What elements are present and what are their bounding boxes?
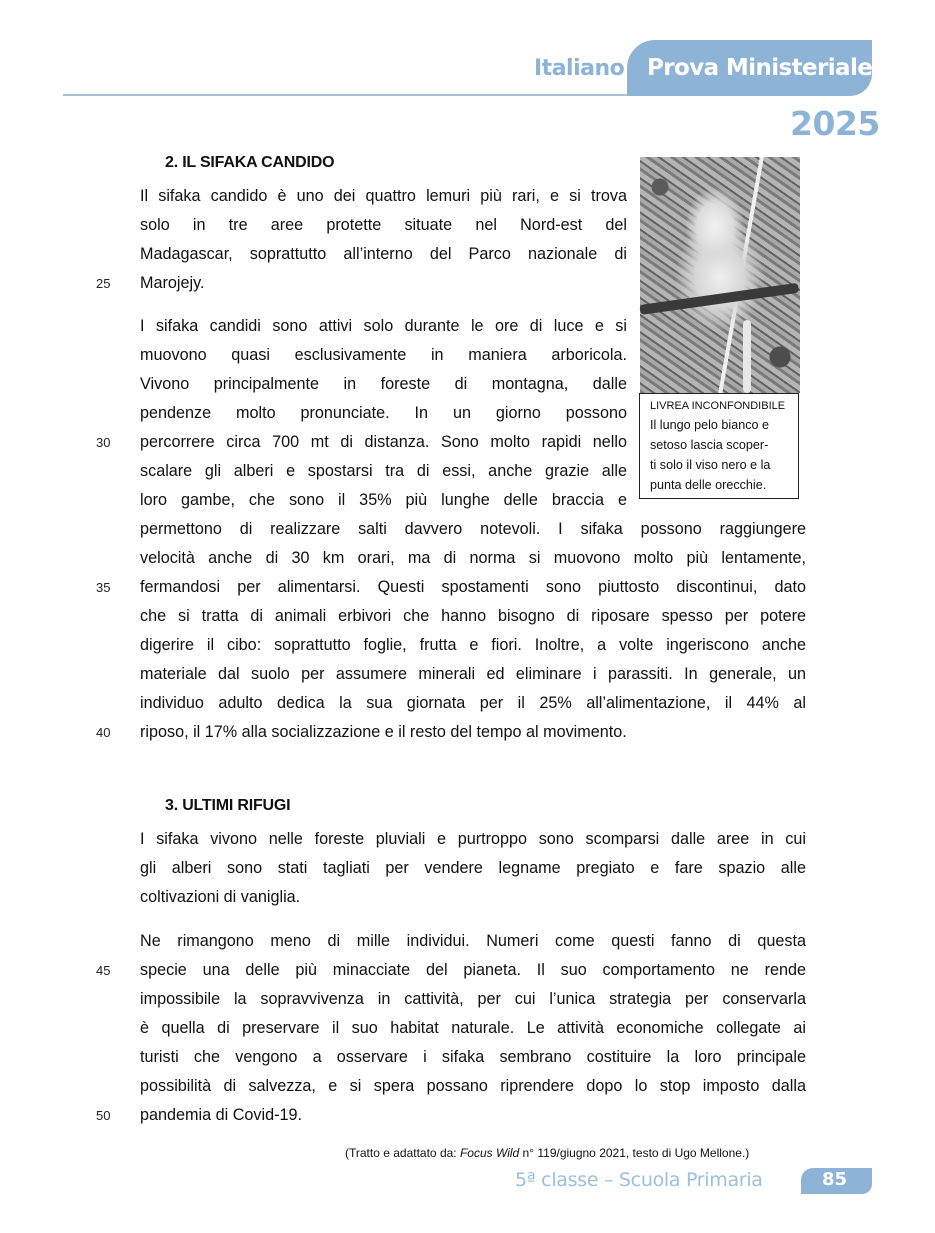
line-number: 50 (96, 1108, 111, 1123)
text-line: possibilità di salvezza, e si spera possano riprendere dopo lo stop imposto dalla (140, 1077, 806, 1095)
text-line: I sifaka vivono nelle foreste pluviali e purtroppo sono scomparsi dalle aree in cui (140, 830, 806, 848)
text-line: gli alberi sono stati tagliati per vendere legname pregiato e fare spazio alle (140, 859, 806, 877)
text-line: che si tratta di animali erbivori che hanno bisogno di riposare spesso per potere (140, 607, 806, 625)
caption-title: LIVREA INCONFONDIBILE (650, 400, 786, 412)
caption-line: punta delle orecchie. (650, 478, 767, 492)
caption-line: ti solo il viso nero e la (650, 458, 771, 472)
text-line: individuo adulto dedica la sua giornata per il 25% all’alimentazione, il 44% al (140, 694, 806, 712)
text-line: turisti che vengono a osservare i sifaka sembrano costituire la loro principale (140, 1048, 806, 1066)
text-line: Marojejy. (140, 274, 205, 292)
text-line: Il sifaka candido è uno dei quattro lemuri più rari, e si trova (140, 187, 627, 205)
line-number: 40 (96, 725, 111, 740)
text-line: specie una delle più minacciate del pianeta. Il suo comportamento ne rende (140, 961, 806, 979)
page-number: 85 (822, 1169, 848, 1190)
caption-line: Il lungo pelo bianco e (650, 418, 770, 432)
header-year: 2025 (790, 104, 880, 143)
text-line: loro gambe, che sono il 35% più lunghe delle braccia e (140, 491, 627, 509)
text-line: Ne rimangono meno di mille individui. Numeri come questi fanno di questa (140, 932, 806, 950)
caption-line: setoso lascia scoper- (650, 438, 769, 452)
text-line: permettono di realizzare salti davvero notevoli. I sifaka possono raggiungere (140, 520, 806, 538)
text-line: Madagascar, soprattutto all’interno del Parco nazionale di (140, 245, 627, 263)
text-line: impossibile la sopravvivenza in cattività, per cui l’unica strategia per conservarla (140, 990, 806, 1008)
sifaka-photo (640, 157, 800, 393)
text-line: pendenze molto pronunciate. In un giorno possono (140, 404, 627, 422)
text-line: coltivazioni di vaniglia. (140, 888, 301, 906)
text-line: scalare gli alberi e spostarsi tra di essi, anche grazie alle (140, 462, 627, 480)
text-line: materiale dal suolo per assumere minerali ed eliminare i parassiti. In generale, un (140, 665, 806, 683)
text-line: fermandosi per alimentarsi. Questi spostamenti sono piuttosto discontinui, dato (140, 578, 806, 596)
text-line: percorrere circa 700 mt di distanza. Sono molto rapidi nello (140, 433, 627, 451)
source-suffix: n° 119/giugno 2021, testo di Ugo Mellone.) (519, 1146, 750, 1160)
text-line: velocità anche di 30 km orari, ma di norma si muovono molto più lentamente, (140, 549, 806, 567)
text-line: riposo, il 17% alla socializzazione e il resto del tempo al movimento. (140, 723, 627, 741)
text-line: muovono quasi esclusivamente in maniera arboricola. (140, 346, 627, 364)
header-tab-label: Prova Ministeriale (647, 55, 873, 81)
line-number: 30 (96, 435, 111, 450)
text-line: Vivono principalmente in foreste di montagna, dalle (140, 375, 627, 393)
photo-tail-shape (743, 320, 751, 393)
line-number: 35 (96, 580, 111, 595)
source-citation (345, 1146, 749, 1160)
line-number: 25 (96, 276, 111, 291)
section-heading-3: 3. ULTIMI RIFUGI (165, 797, 291, 814)
text-line: digerire il cibo: soprattutto foglie, frutta e fiori. Inoltre, a volte ingeriscono anche (140, 636, 806, 654)
text-line: I sifaka candidi sono attivi solo durante le ore di luce e si (140, 317, 627, 335)
section-heading-2: 2. IL SIFAKA CANDIDO (165, 154, 335, 171)
header-rule (63, 94, 633, 96)
text-line: è quella di preservare il suo habitat naturale. Le attività economiche collegate ai (140, 1019, 806, 1037)
subject-label: Italiano (534, 56, 625, 81)
photo-caption (639, 393, 799, 499)
line-number: 45 (96, 963, 111, 978)
text-line: solo in tre aree protette situate nel Nord-est del (140, 216, 627, 234)
source-prefix: (Tratto e adattato da: (345, 1146, 460, 1160)
footer-class-label: 5ª classe – Scuola Primaria (515, 1169, 763, 1191)
text-line: pandemia di Covid-19. (140, 1106, 302, 1124)
source-publication: Focus Wild (459, 1146, 520, 1160)
